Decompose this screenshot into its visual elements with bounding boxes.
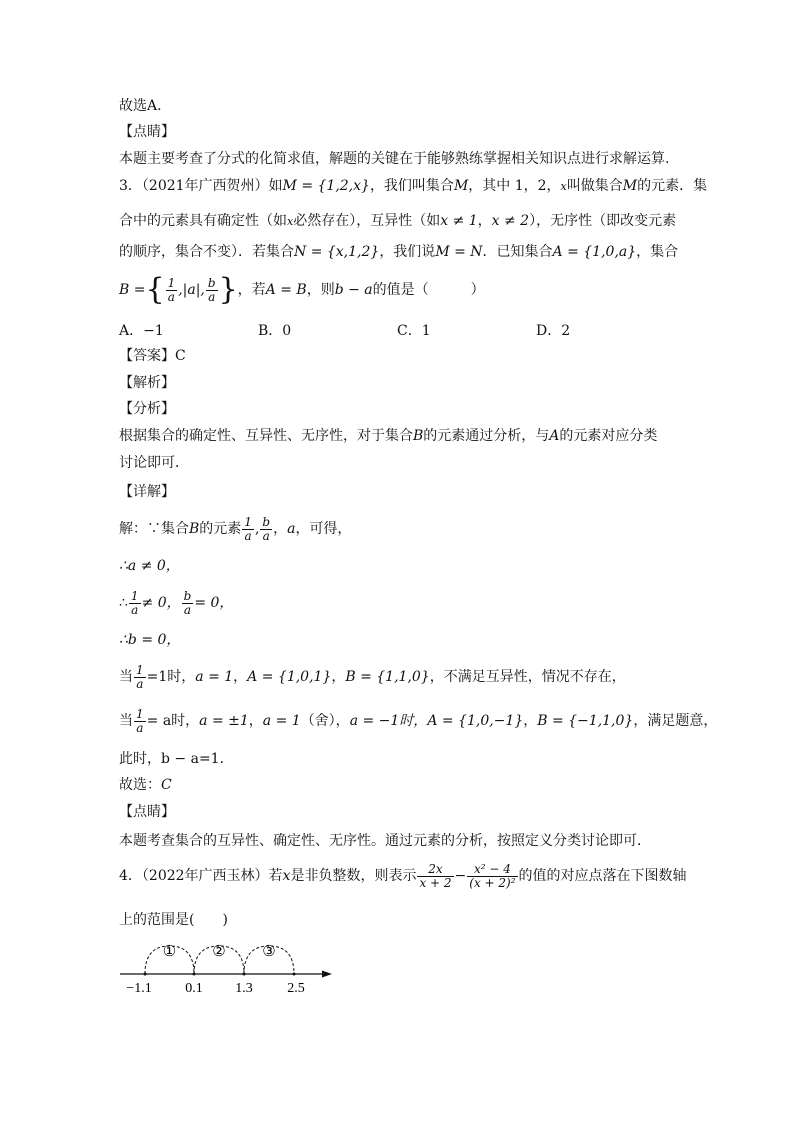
question-3-line-1: 3．（2021年广西贺州）如M = {1,2,x}，我们叫集合M，其中 1，2，x叫做集合M的元素．集	[119, 178, 708, 194]
region-label-1: ①	[162, 944, 177, 960]
detail-line-8: 故选：C	[119, 777, 172, 793]
detail-line-3: ∴ $\frac{1}{a}$ ≠ 0， $\frac{b}{a}$ = 0，	[119, 588, 234, 617]
section-heading: 【解析】	[119, 375, 175, 391]
option-d: D．2	[536, 323, 571, 339]
text-line: 故选A.	[119, 98, 162, 114]
question-4-line-2: 上的范围是( )	[119, 912, 228, 928]
section-heading: 【分析】	[119, 401, 175, 417]
detail-line-1: 解：∵集合B的元素 $\frac{1}{a}$ , $\frac{b}{a}$ ，a，可得，	[119, 514, 352, 543]
question-3-line-4: B ={ $\frac{1}{a}$ ,|a|, $\frac{b}{a}$ }，若A = B，则b − a的值是（ ）	[119, 272, 485, 307]
question-4-line-1: 4．（2022年广西玉林）若x是非负整数，则表示 $\frac{2x}{x + 2}$ − $\frac{\text{x² − 4}}{\text{(x + 2)²}}$ 的值的对应点落在下图数轴	[119, 861, 687, 890]
axis-arrow	[322, 971, 332, 978]
question-3-line-2: 合中的元素具有确定性（如x必然存在），互异性（如x ≠ 1，x ≠ 2），无序性（即改变元素	[119, 213, 677, 229]
detail-line-5: 当 $\frac{1}{a}$ =1时，a = 1，A = {1,0,1}，B = {1,1,0}，不满足互异性，情况不存在，	[119, 662, 626, 691]
region-label-3: ③	[262, 944, 276, 960]
detail-line-4: ∴b = 0，	[119, 632, 181, 648]
answer-line: 【答案】C	[119, 348, 186, 364]
section-heading: 【点睛】	[119, 124, 175, 140]
option-c: C．1	[397, 323, 431, 339]
detail-line-2: ∴a ≠ 0，	[119, 558, 180, 574]
text-line: 本题考查集合的互异性、确定性、无序性。通过元素的分析，按照定义分类讨论即可．	[119, 833, 651, 849]
section-heading: 【点睛】	[119, 804, 175, 820]
tick-label-2: 0.1	[185, 981, 203, 996]
detail-line-7: 此时，b − a=1．	[119, 751, 234, 767]
option-a: A．−1	[119, 323, 164, 339]
tick-label-1: −1.1	[126, 981, 152, 996]
section-heading: 【详解】	[119, 484, 175, 500]
question-3-line-3: 的顺序，集合不变）．若集合N = {x,1,2}，我们说M = N．已知集合A = {1,0,a}，集合	[119, 244, 679, 260]
option-b: B．0	[258, 323, 292, 339]
tick-label-3: 1.3	[235, 981, 253, 996]
tick-label-4: 2.5	[287, 981, 305, 996]
region-label-2: ②	[212, 944, 226, 960]
number-line-figure	[110, 936, 340, 998]
analysis-line-2: 讨论即可．	[119, 455, 189, 471]
detail-line-6: 当 $\frac{1}{a}$ = a时，a = ±1，a = 1（舍），a = −1时，A = {1,0,−1}，B = {−1,1,0}，满足题意，	[119, 706, 718, 735]
analysis-line-1: 根据集合的确定性、互异性、无序性，对于集合B的元素通过分析，与A的元素对应分类	[119, 428, 658, 444]
text-line: 本题主要考查了分式的化简求值，解题的关键在于能够熟练掌握相关知识点进行求解运算.	[119, 151, 670, 167]
